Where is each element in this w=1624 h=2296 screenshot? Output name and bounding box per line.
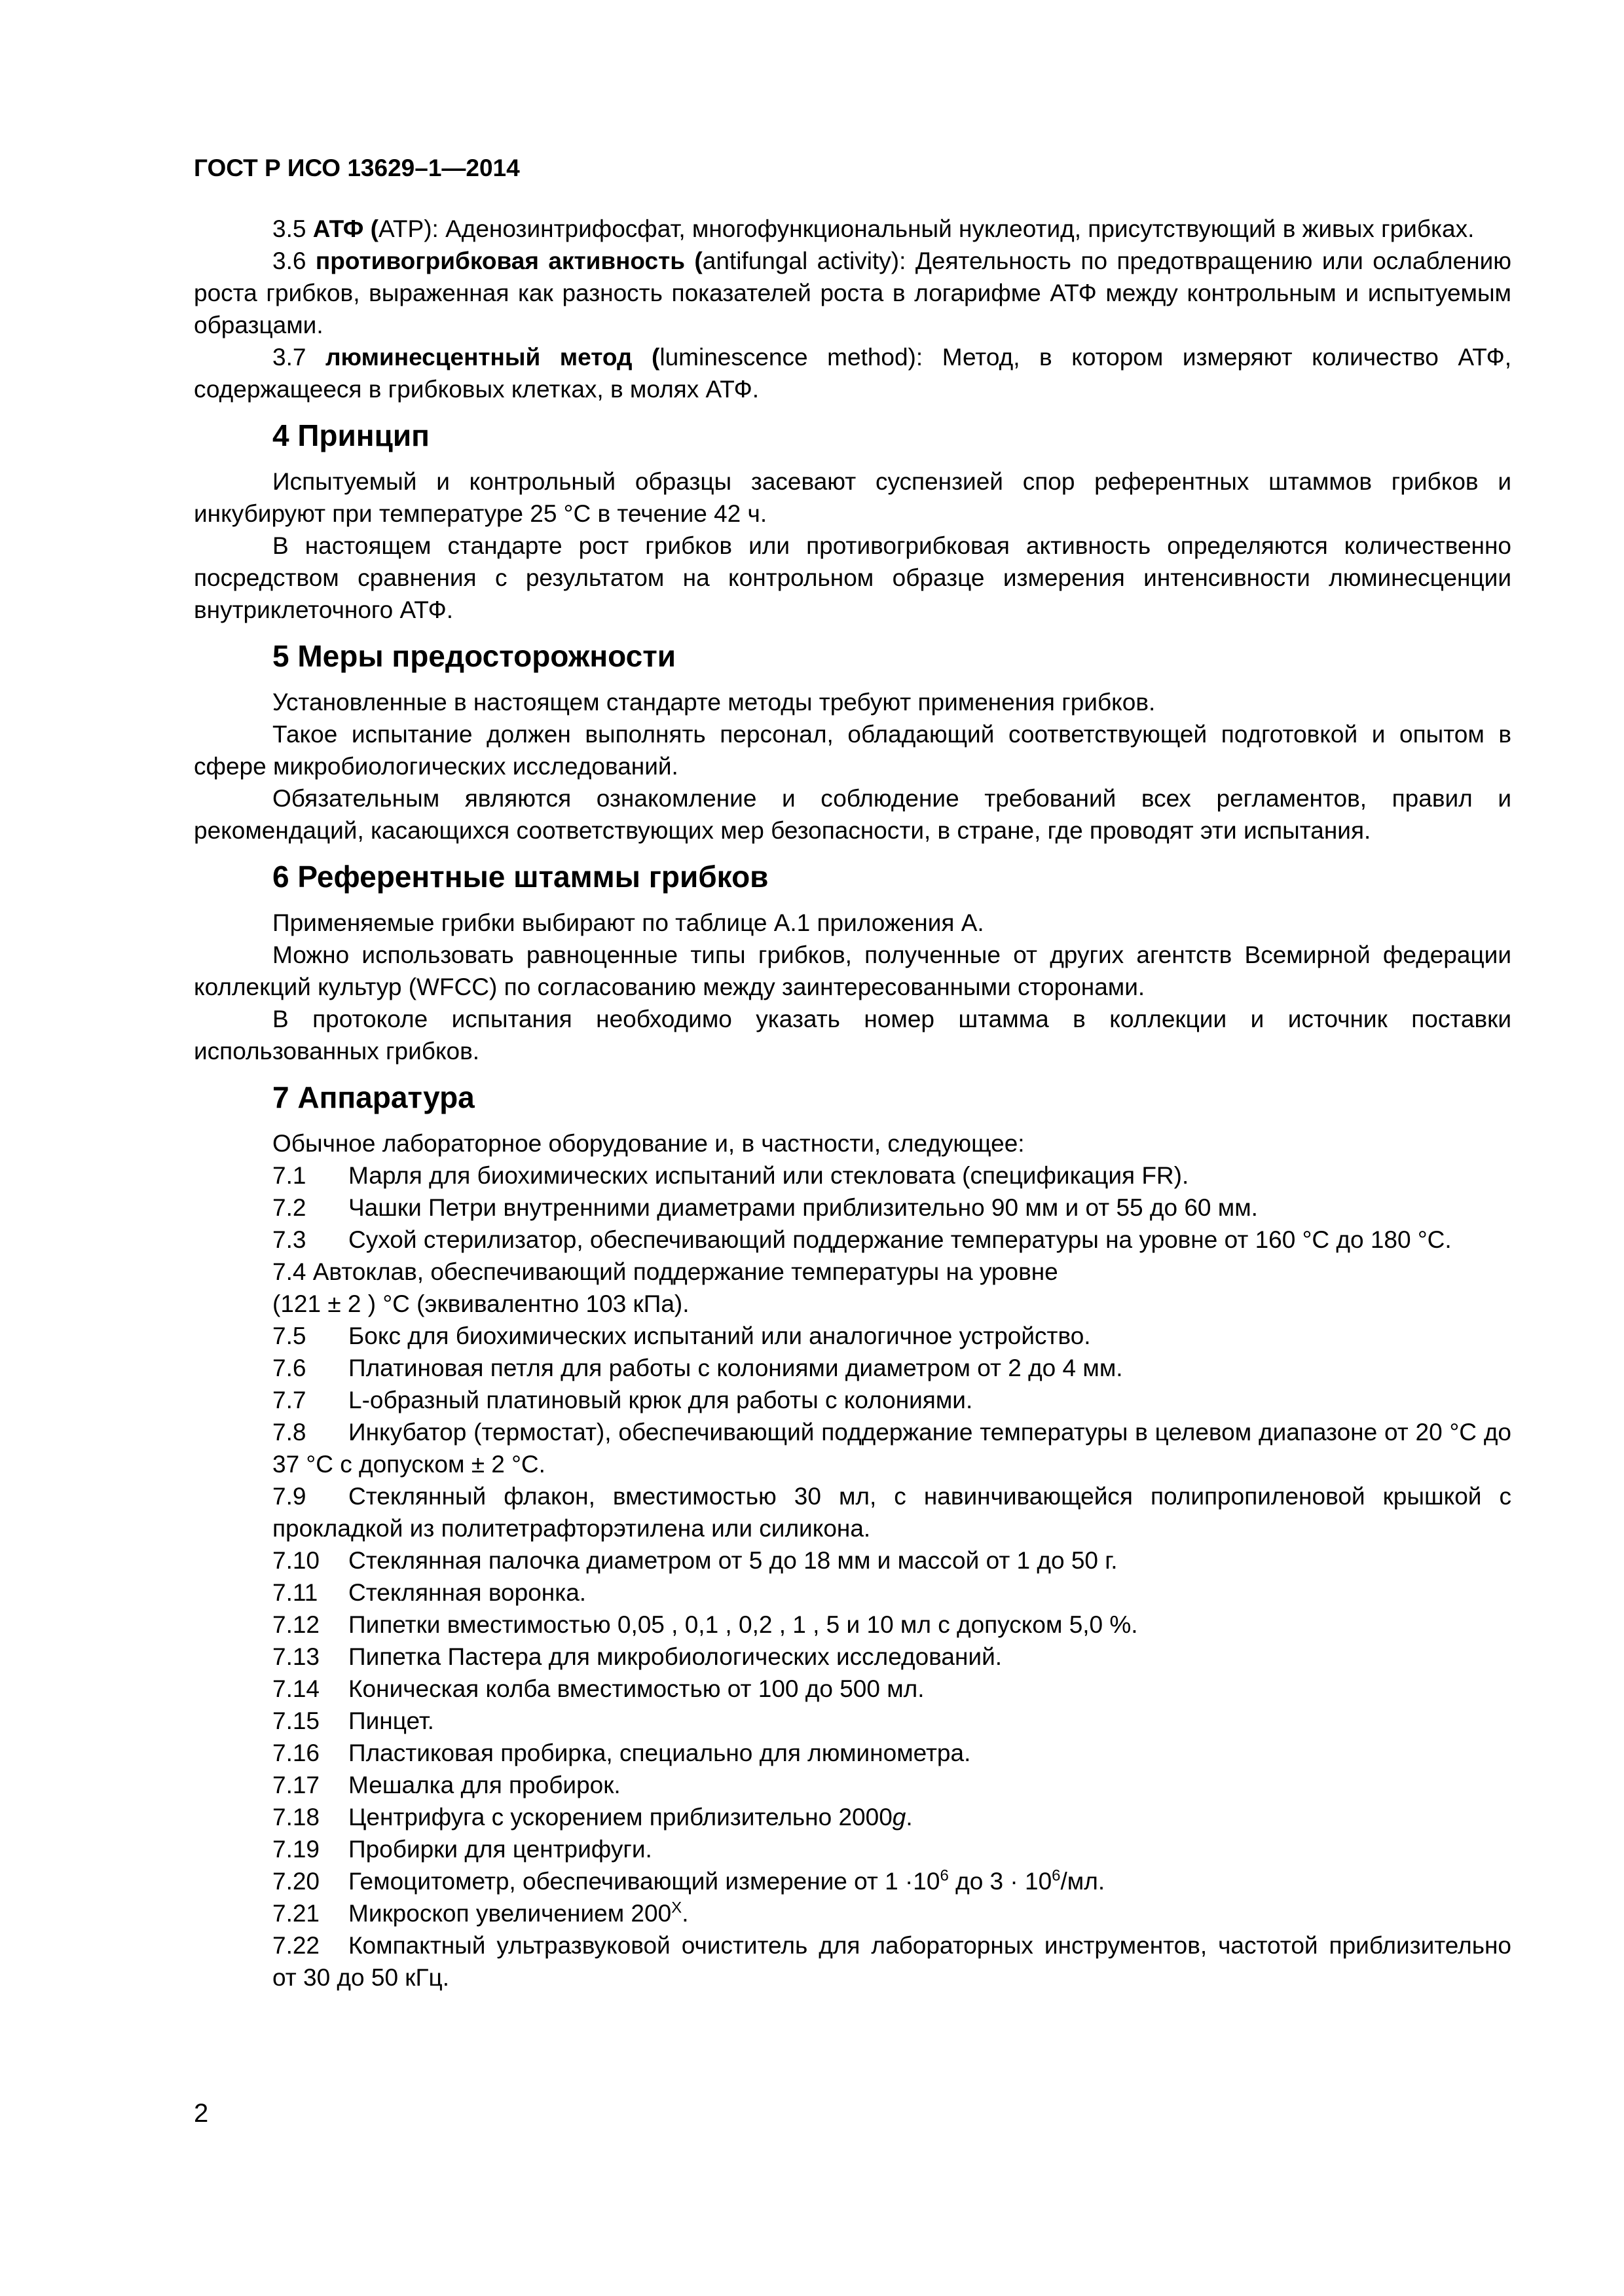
- definition-term: АТФ: [312, 215, 364, 242]
- list-item: 7.11 Стеклянная воронка.: [272, 1579, 587, 1606]
- list-item: 7.12 Пипетки вместимостью 0,05 , 0,1 , 0,2 , 1 , 5 и 10 мл с допуском 5,0 %.: [272, 1611, 1138, 1638]
- list-item: 7.10 Стеклянная палочка диаметром от 5 до 18 мм и массой от 1 до 50 г.: [272, 1547, 1118, 1574]
- list-item: 7.13 Пипетка Пастера для микробиологических исследований.: [272, 1643, 1003, 1670]
- list-item: 7.5 Бокс для биохимических испытаний или аналогичное устройство.: [272, 1322, 1091, 1349]
- definition-3-5: 3.5 АТФ (ATP): Аденозинтрифосфат, многофункциональный нуклеотид, присутствующий в живых грибках.: [272, 215, 1475, 242]
- section-5-paragraph: Установленные в настоящем стандарте методы требуют применения грибков.: [272, 689, 1156, 716]
- list-item: 7.9 Стеклянный флакон, вместимостью 30 мл, с навинчивающейся полипропиленовой крышкой с прокладкой из политетрафторэтилена или силикона.: [272, 1483, 1511, 1542]
- page-number: 2: [194, 2099, 209, 2128]
- list-item: 7.22 Компактный ультразвуковой очиститель для лабораторных инструментов, частотой приблизительно от 30 до 50 кГц.: [272, 1932, 1511, 1991]
- list-item: 7.8 Инкубатор (термостат), обеспечивающий поддержание температуры в целевом диапазоне от 20 °С до 37 °С с допуском ± 2 °С.: [272, 1419, 1511, 1478]
- list-item: 7.4 Автоклав, обеспечивающий поддержание температуры на уровне: [272, 1258, 1058, 1285]
- list-item: 7.6 Платиновая петля для работы с колониями диаметром от 2 до 4 мм.: [272, 1355, 1123, 1381]
- section-6-paragraph: В протоколе испытания необходимо указать номер штамма в коллекции и источник поставки использованных грибков.: [194, 1006, 1511, 1065]
- list-item: 7.3 Сухой стерилизатор, обеспечивающий поддержание температуры на уровне от 160 °С до 180 °С.: [272, 1226, 1452, 1253]
- list-item: 7.15 Пинцет.: [272, 1707, 434, 1734]
- section-5-heading: 5 Меры предосторожности: [272, 639, 676, 673]
- section-7-intro: Обычное лабораторное оборудование и, в частности, следующее:: [272, 1130, 1025, 1157]
- section-6-paragraph: Применяемые грибки выбирают по таблице А.1 приложения А.: [272, 909, 984, 936]
- list-item: 7.16 Пластиковая пробирка, специально для люминометра.: [272, 1740, 971, 1766]
- list-item: 7.17 Мешалка для пробирок.: [272, 1772, 621, 1798]
- section-6-heading: 6 Референтные штаммы грибков: [272, 860, 769, 894]
- list-item: 7.18 Центрифуга с ускорением приблизительно 2000g.: [272, 1804, 913, 1831]
- list-item: 7.19 Пробирки для центрифуги.: [272, 1836, 652, 1863]
- list-item: 7.14 Коническая колба вместимостью от 100 до 500 мл.: [272, 1675, 925, 1702]
- list-item: 7.20 Гемоцитометр, обеспечивающий измерение от $1 \cdot 10^6$ до $3 \cdot 10^6/мл$.: [272, 1867, 1105, 1895]
- list-item: 7.7 L-образный платиновый крюк для работы с колониями.: [272, 1387, 973, 1413]
- list-item: 7.21 Микроскоп увеличением $200^X$.: [272, 1899, 689, 1927]
- definition-3-7: 3.7 люминесцентный метод (luminescence method): Метод, в котором измеряют количество АТФ, содержащееся в грибковых клетках, в молях АТФ.: [194, 344, 1512, 403]
- definition-term: противогрибковая активность: [315, 247, 685, 274]
- section-5-paragraph: Обязательным являются ознакомление и соблюдение требований всех регламентов, правил и рекомендаций, касающихся соответствующих мер безопасности, в стране, где проводят эти испытания.: [194, 785, 1511, 844]
- definition-term: люминесцентный метод: [325, 344, 633, 371]
- list-item: 7.2 Чашки Петри внутренними диаметрами приблизительно 90 мм и от 55 до 60 мм.: [272, 1194, 1258, 1221]
- section-4-paragraph: В настоящем стандарте рост грибков или противогрибковая активность определяются количественно посредством сравнения с результатом на контрольном образце измерения интенсивности люминесценции внутриклеточного АТФ.: [194, 532, 1511, 623]
- list-item-continuation: (121 ± 2 ) °С (эквивалентно 103 кПа).: [272, 1290, 690, 1317]
- section-5-paragraph: Такое испытание должен выполнять персонал, обладающий соответствующей подготовкой и опытом в сфере микробиологических исследований.: [194, 721, 1511, 780]
- definition-3-6: 3.6 противогрибковая активность (antifungal activity): Деятельность по предотвращению или ослаблению роста грибков, выраженная как разность показателей роста в логарифме АТФ между контрольным и испытуемым образцами.: [194, 247, 1512, 338]
- section-4-heading: 4 Принцип: [272, 418, 430, 452]
- list-item: 7.1 Марля для биохимических испытаний или стекловата (спецификация FR).: [272, 1162, 1189, 1189]
- document-code-header: ГОСТ Р ИСО 13629–1—2014: [194, 155, 520, 181]
- section-7-heading: 7 Аппаратура: [272, 1080, 475, 1114]
- page-content: [194, 213, 1511, 1994]
- section-6-paragraph: Можно использовать равноценные типы грибков, полученные от других агентств Всемирной федерации коллекций культур (WFCC) по согласованию между заинтересованными сторонами.: [194, 941, 1511, 1000]
- section-4-paragraph: Испытуемый и контрольный образцы засевают суспензией спор референтных штаммов грибков и инкубируют при температуре 25 °С в течение 42 ч.: [194, 468, 1511, 527]
